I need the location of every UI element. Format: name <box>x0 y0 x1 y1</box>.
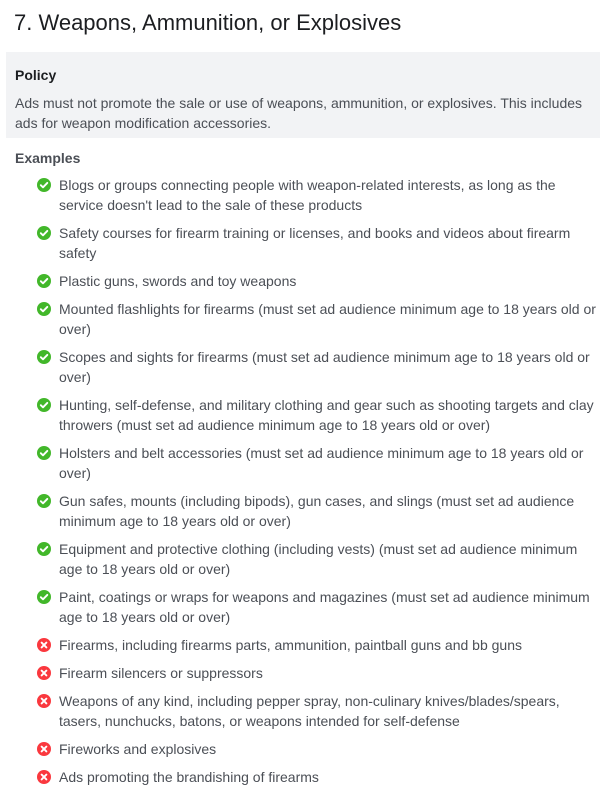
check-circle-icon <box>37 350 51 364</box>
example-item-text: Ads promoting the brandishing of firearms <box>59 769 319 785</box>
example-item-text: Mounted flashlights for firearms (must set ad audience minimum age to 18 years old or over) <box>59 301 596 337</box>
example-item-text: Firearms, including firearms parts, ammunition, paintball guns and bb guns <box>59 637 523 653</box>
x-circle-icon <box>37 666 51 680</box>
example-item-allowed <box>37 491 603 531</box>
check-circle-icon <box>37 542 51 556</box>
check-circle-icon <box>37 178 51 192</box>
check-circle-icon <box>37 398 51 412</box>
example-item-text: Scopes and sights for firearms (must set ad audience minimum age to 18 years old or over) <box>59 349 590 385</box>
example-item-text: Holsters and belt accessories (must set ad audience minimum age to 18 years old or over) <box>59 445 584 481</box>
example-item-text: Paint, coatings or wraps for weapons and magazines (must set ad audience minimum age to 18 years old or over) <box>59 589 590 625</box>
example-item-allowed <box>37 587 603 627</box>
example-item-allowed <box>37 539 603 579</box>
policy-box <box>6 52 600 138</box>
check-circle-icon <box>37 274 51 288</box>
example-item-allowed <box>37 271 603 291</box>
examples-heading: Examples <box>15 150 81 166</box>
example-item-allowed <box>37 299 603 339</box>
examples-list <box>37 175 603 795</box>
example-item-text: Firearm silencers or suppressors <box>59 665 263 681</box>
example-item-prohibited <box>37 767 603 787</box>
check-circle-icon <box>37 590 51 604</box>
check-circle-icon <box>37 446 51 460</box>
x-circle-icon <box>37 638 51 652</box>
example-item-text: Hunting, self-defense, and military clothing and gear such as shooting targets and clay throwers (must set ad audience minimum age to 18 years old or over) <box>59 397 594 433</box>
example-item-prohibited <box>37 663 603 683</box>
example-item-allowed <box>37 395 603 435</box>
page-title: 7. Weapons, Ammunition, or Explosives <box>14 10 402 35</box>
x-circle-icon <box>37 770 51 784</box>
example-item-prohibited <box>37 691 603 731</box>
example-item-allowed <box>37 223 603 263</box>
example-item-allowed <box>37 443 603 483</box>
example-item-allowed <box>37 347 603 387</box>
x-circle-icon <box>37 694 51 708</box>
example-item-text: Equipment and protective clothing (including vests) (must set ad audience minimum age to 18 years old or over) <box>59 541 578 577</box>
check-circle-icon <box>37 494 51 508</box>
example-item-text: Safety courses for firearm training or licenses, and books and videos about firearm safety <box>59 225 571 261</box>
policy-text: Ads must not promote the sale or use of weapons, ammunition, or explosives. This includes ads for weapon modification accessories. <box>15 95 583 131</box>
example-item-prohibited <box>37 635 603 655</box>
check-circle-icon <box>37 302 51 316</box>
example-item-allowed <box>37 175 603 215</box>
x-circle-icon <box>37 742 51 756</box>
example-item-text: Gun safes, mounts (including bipods), gun cases, and slings (must set ad audience minimum age to 18 years old or over) <box>59 493 575 529</box>
example-item-text: Weapons of any kind, including pepper spray, non-culinary knives/blades/spears, tasers, nunchucks, batons, or weapons intended for self-defense <box>59 693 560 729</box>
example-item-text: Fireworks and explosives <box>59 741 217 757</box>
example-item-prohibited <box>37 739 603 759</box>
example-item-text: Blogs or groups connecting people with weapon-related interests, as long as the service doesn't lead to the sale of these products <box>59 177 556 213</box>
example-item-text: Plastic guns, swords and toy weapons <box>59 273 297 289</box>
policy-heading: Policy <box>15 67 57 83</box>
check-circle-icon <box>37 226 51 240</box>
